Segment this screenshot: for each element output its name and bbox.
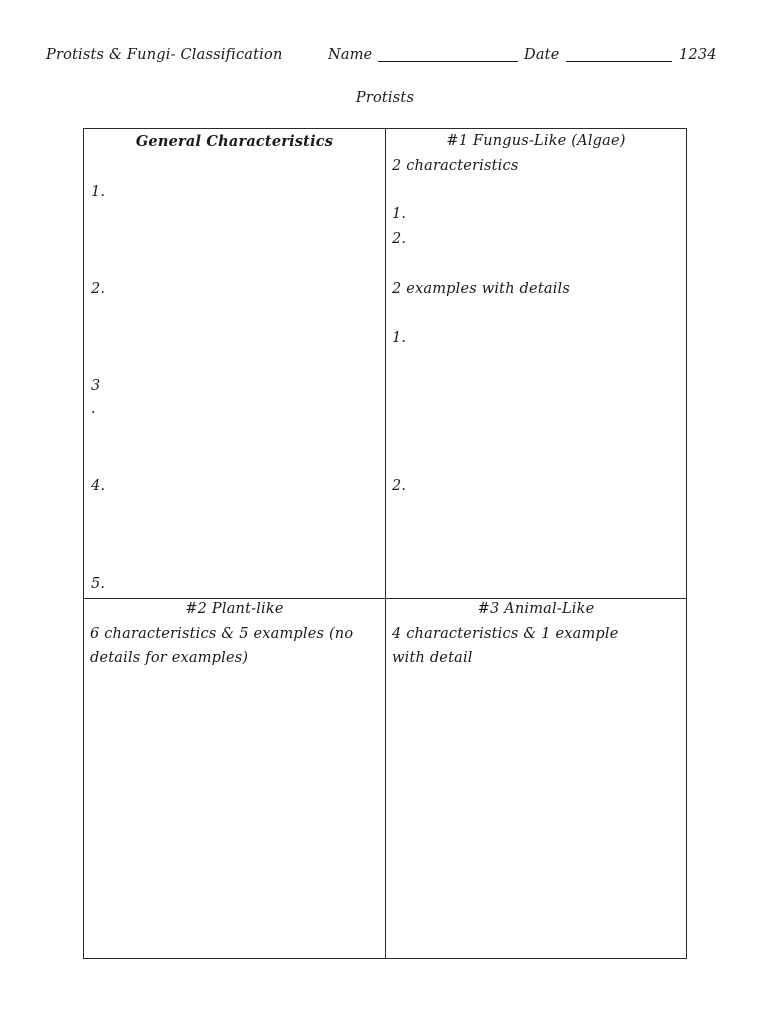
worksheet-header bbox=[46, 47, 726, 69]
fungus-examples-label: 2 examples with details bbox=[392, 281, 571, 297]
general-item-3: 3 bbox=[91, 378, 101, 394]
general-characteristics-heading: General Characteristics bbox=[135, 133, 334, 150]
fungus-like-heading: #1 Fungus-Like (Algae) bbox=[446, 133, 626, 149]
section-title: Protists bbox=[355, 90, 415, 106]
animal-like-instruction-line-1: 4 characteristics & 1 example bbox=[392, 626, 619, 642]
general-item-5: 5. bbox=[91, 576, 106, 592]
general-item-4: 4. bbox=[91, 478, 106, 494]
fungus-like-instruction: 2 characteristics bbox=[392, 158, 519, 174]
fungus-example-item-1: 1. bbox=[392, 330, 407, 346]
animal-like-heading: #3 Animal-Like bbox=[477, 601, 595, 617]
animal-like-instruction-line-2: with detail bbox=[392, 650, 473, 666]
plant-like-heading: #2 Plant-like bbox=[185, 601, 284, 617]
column-divider bbox=[385, 129, 386, 958]
name-label: Name bbox=[328, 47, 373, 63]
date-label: Date bbox=[524, 47, 560, 63]
fungus-char-item-1: 1. bbox=[392, 206, 407, 222]
general-item-3-dot: . bbox=[91, 401, 96, 417]
general-item-1: 1. bbox=[91, 184, 106, 200]
worksheet-title: Protists & Fungi- Classification bbox=[46, 47, 283, 63]
row-divider bbox=[84, 598, 686, 599]
plant-like-instruction-line-2: details for examples) bbox=[90, 650, 249, 666]
general-item-2: 2. bbox=[91, 281, 106, 297]
fungus-char-item-2: 2. bbox=[392, 231, 407, 247]
worksheet-code: 1234 bbox=[679, 47, 717, 63]
protist-classification-table bbox=[83, 128, 687, 959]
fungus-example-item-2: 2. bbox=[392, 478, 407, 494]
plant-like-instruction-line-1: 6 characteristics & 5 examples (no bbox=[90, 626, 354, 642]
